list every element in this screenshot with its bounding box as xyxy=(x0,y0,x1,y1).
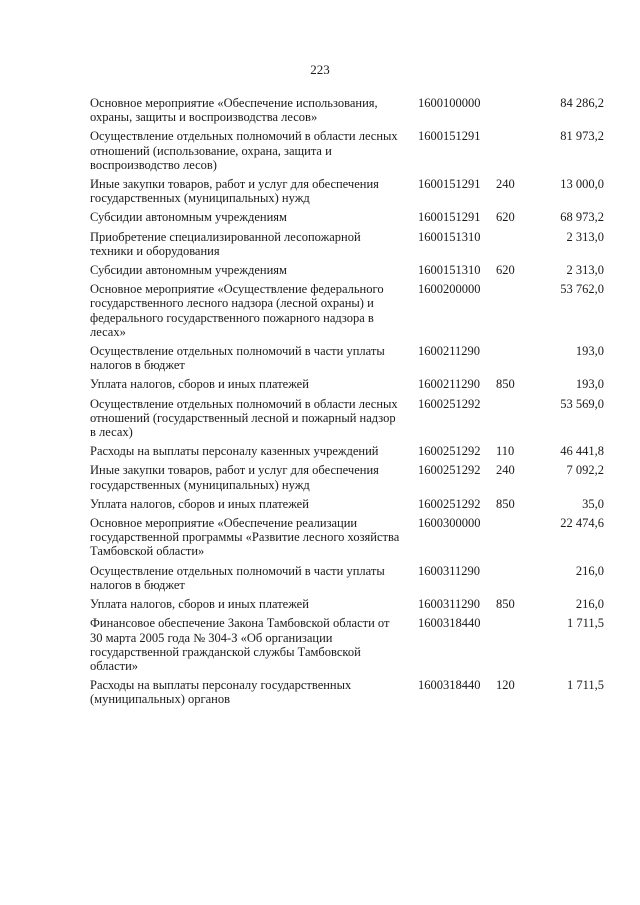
amount: 2 313,0 xyxy=(566,263,604,278)
amount: 46 441,8 xyxy=(560,444,604,459)
table-row xyxy=(90,263,622,277)
budget-table xyxy=(90,96,622,712)
target-article-code: 1600318440 xyxy=(418,616,481,631)
amount: 13 000,0 xyxy=(560,177,604,192)
expense-name: Уплата налогов, сборов и иных платежей xyxy=(90,377,309,392)
table-row xyxy=(90,516,622,559)
expense-type-code: 240 xyxy=(496,177,515,192)
target-article-code: 1600251292 xyxy=(418,463,481,478)
table-row xyxy=(90,230,622,258)
amount: 53 569,0 xyxy=(560,396,604,411)
target-article-code: 1600100000 xyxy=(418,96,481,110)
amount: 35,0 xyxy=(582,496,604,511)
table-row xyxy=(90,497,622,511)
expense-name: Уплата налогов, сборов и иных платежей xyxy=(90,496,309,511)
expense-type-code: 620 xyxy=(496,210,515,225)
amount: 1 711,5 xyxy=(566,616,604,631)
expense-type-code: 620 xyxy=(496,263,515,278)
expense-name: Осуществление отдельных полномочий в области лесных отношений (государственный лесной и пожарный надзор в лесах) xyxy=(90,396,398,440)
table-row xyxy=(90,210,622,224)
expense-name: Уплата налогов, сборов и иных платежей xyxy=(90,597,309,612)
expense-name: Приобретение специализированной лесопожарной техники и оборудования xyxy=(90,229,361,258)
amount: 193,0 xyxy=(575,344,604,359)
table-row xyxy=(90,129,622,172)
target-article-code: 1600311290 xyxy=(418,563,481,578)
amount: 216,0 xyxy=(575,597,604,612)
target-article-code: 1600311290 xyxy=(418,597,481,612)
table-row xyxy=(90,344,622,372)
table-row xyxy=(90,678,622,706)
expense-name: Иные закупки товаров, работ и услуг для обеспечения государственных (муниципальных) нужд xyxy=(90,177,379,206)
expense-type-code: 850 xyxy=(496,496,515,511)
expense-name: Осуществление отдельных полномочий в части уплаты налогов в бюджет xyxy=(90,344,385,373)
amount: 84 286,2 xyxy=(560,96,604,110)
amount: 53 762,0 xyxy=(560,282,604,297)
expense-type-code: 850 xyxy=(496,377,515,392)
expense-name: Основное мероприятие «Осуществление федерального государственного лесного надзора (лесной охраны) и федерального государственного пожарного надзора в лесах» xyxy=(90,282,384,339)
target-article-code: 1600211290 xyxy=(418,344,481,359)
expense-name: Финансовое обеспечение Закона Тамбовской области от 30 марта 2005 года № 304-З «Об организации государственной гражданской службы Тамбовской области» xyxy=(90,616,390,673)
table-row xyxy=(90,564,622,592)
amount: 68 973,2 xyxy=(560,210,604,225)
expense-type-code: 240 xyxy=(496,463,515,478)
table-row xyxy=(90,282,622,339)
target-article-code: 1600251292 xyxy=(418,444,481,459)
amount: 216,0 xyxy=(575,563,604,578)
target-article-code: 1600200000 xyxy=(418,282,481,297)
amount: 22 474,6 xyxy=(560,516,604,531)
expense-name: Иные закупки товаров, работ и услуг для обеспечения государственных (муниципальных) нужд xyxy=(90,463,379,492)
table-row xyxy=(90,397,622,440)
table-row xyxy=(90,616,622,673)
page-number: 223 xyxy=(310,62,330,77)
target-article-code: 1600151310 xyxy=(418,229,481,244)
target-article-code: 1600151291 xyxy=(418,129,481,144)
target-article-code: 1600300000 xyxy=(418,516,481,531)
table-row xyxy=(90,444,622,458)
expense-name: Осуществление отдельных полномочий в части уплаты налогов в бюджет xyxy=(90,563,385,592)
amount: 1 711,5 xyxy=(566,678,604,693)
expense-name: Субсидии автономным учреждениям xyxy=(90,210,287,225)
expense-name: Осуществление отдельных полномочий в области лесных отношений (использование, охрана, защита и воспроизводство лесов) xyxy=(90,129,398,172)
amount: 193,0 xyxy=(575,377,604,392)
target-article-code: 1600211290 xyxy=(418,377,481,392)
expense-name: Расходы на выплаты персоналу казенных учреждений xyxy=(90,444,379,459)
expense-type-code: 120 xyxy=(496,678,515,693)
target-article-code: 1600318440 xyxy=(418,678,481,693)
amount: 81 973,2 xyxy=(560,129,604,144)
target-article-code: 1600151291 xyxy=(418,210,481,225)
expense-name: Основное мероприятие «Обеспечение реализации государственной программы «Развитие лесного хозяйства Тамбовской области» xyxy=(90,516,400,559)
target-article-code: 1600251292 xyxy=(418,396,481,411)
table-row xyxy=(90,377,622,391)
target-article-code: 1600151291 xyxy=(418,177,481,192)
target-article-code: 1600151310 xyxy=(418,263,481,278)
table-row xyxy=(90,463,622,491)
expense-name: Основное мероприятие «Обеспечение использования, охраны, защиты и воспроизводства лесов» xyxy=(90,96,378,125)
expense-name: Субсидии автономным учреждениям xyxy=(90,263,287,278)
expense-type-code: 110 xyxy=(496,444,515,459)
expense-name: Расходы на выплаты персоналу государственных (муниципальных) органов xyxy=(90,678,352,707)
amount: 7 092,2 xyxy=(566,463,604,478)
target-article-code: 1600251292 xyxy=(418,496,481,511)
table-row xyxy=(90,597,622,611)
amount: 2 313,0 xyxy=(566,229,604,244)
expense-type-code: 850 xyxy=(496,597,515,612)
table-row xyxy=(90,96,622,124)
table-row xyxy=(90,177,622,205)
